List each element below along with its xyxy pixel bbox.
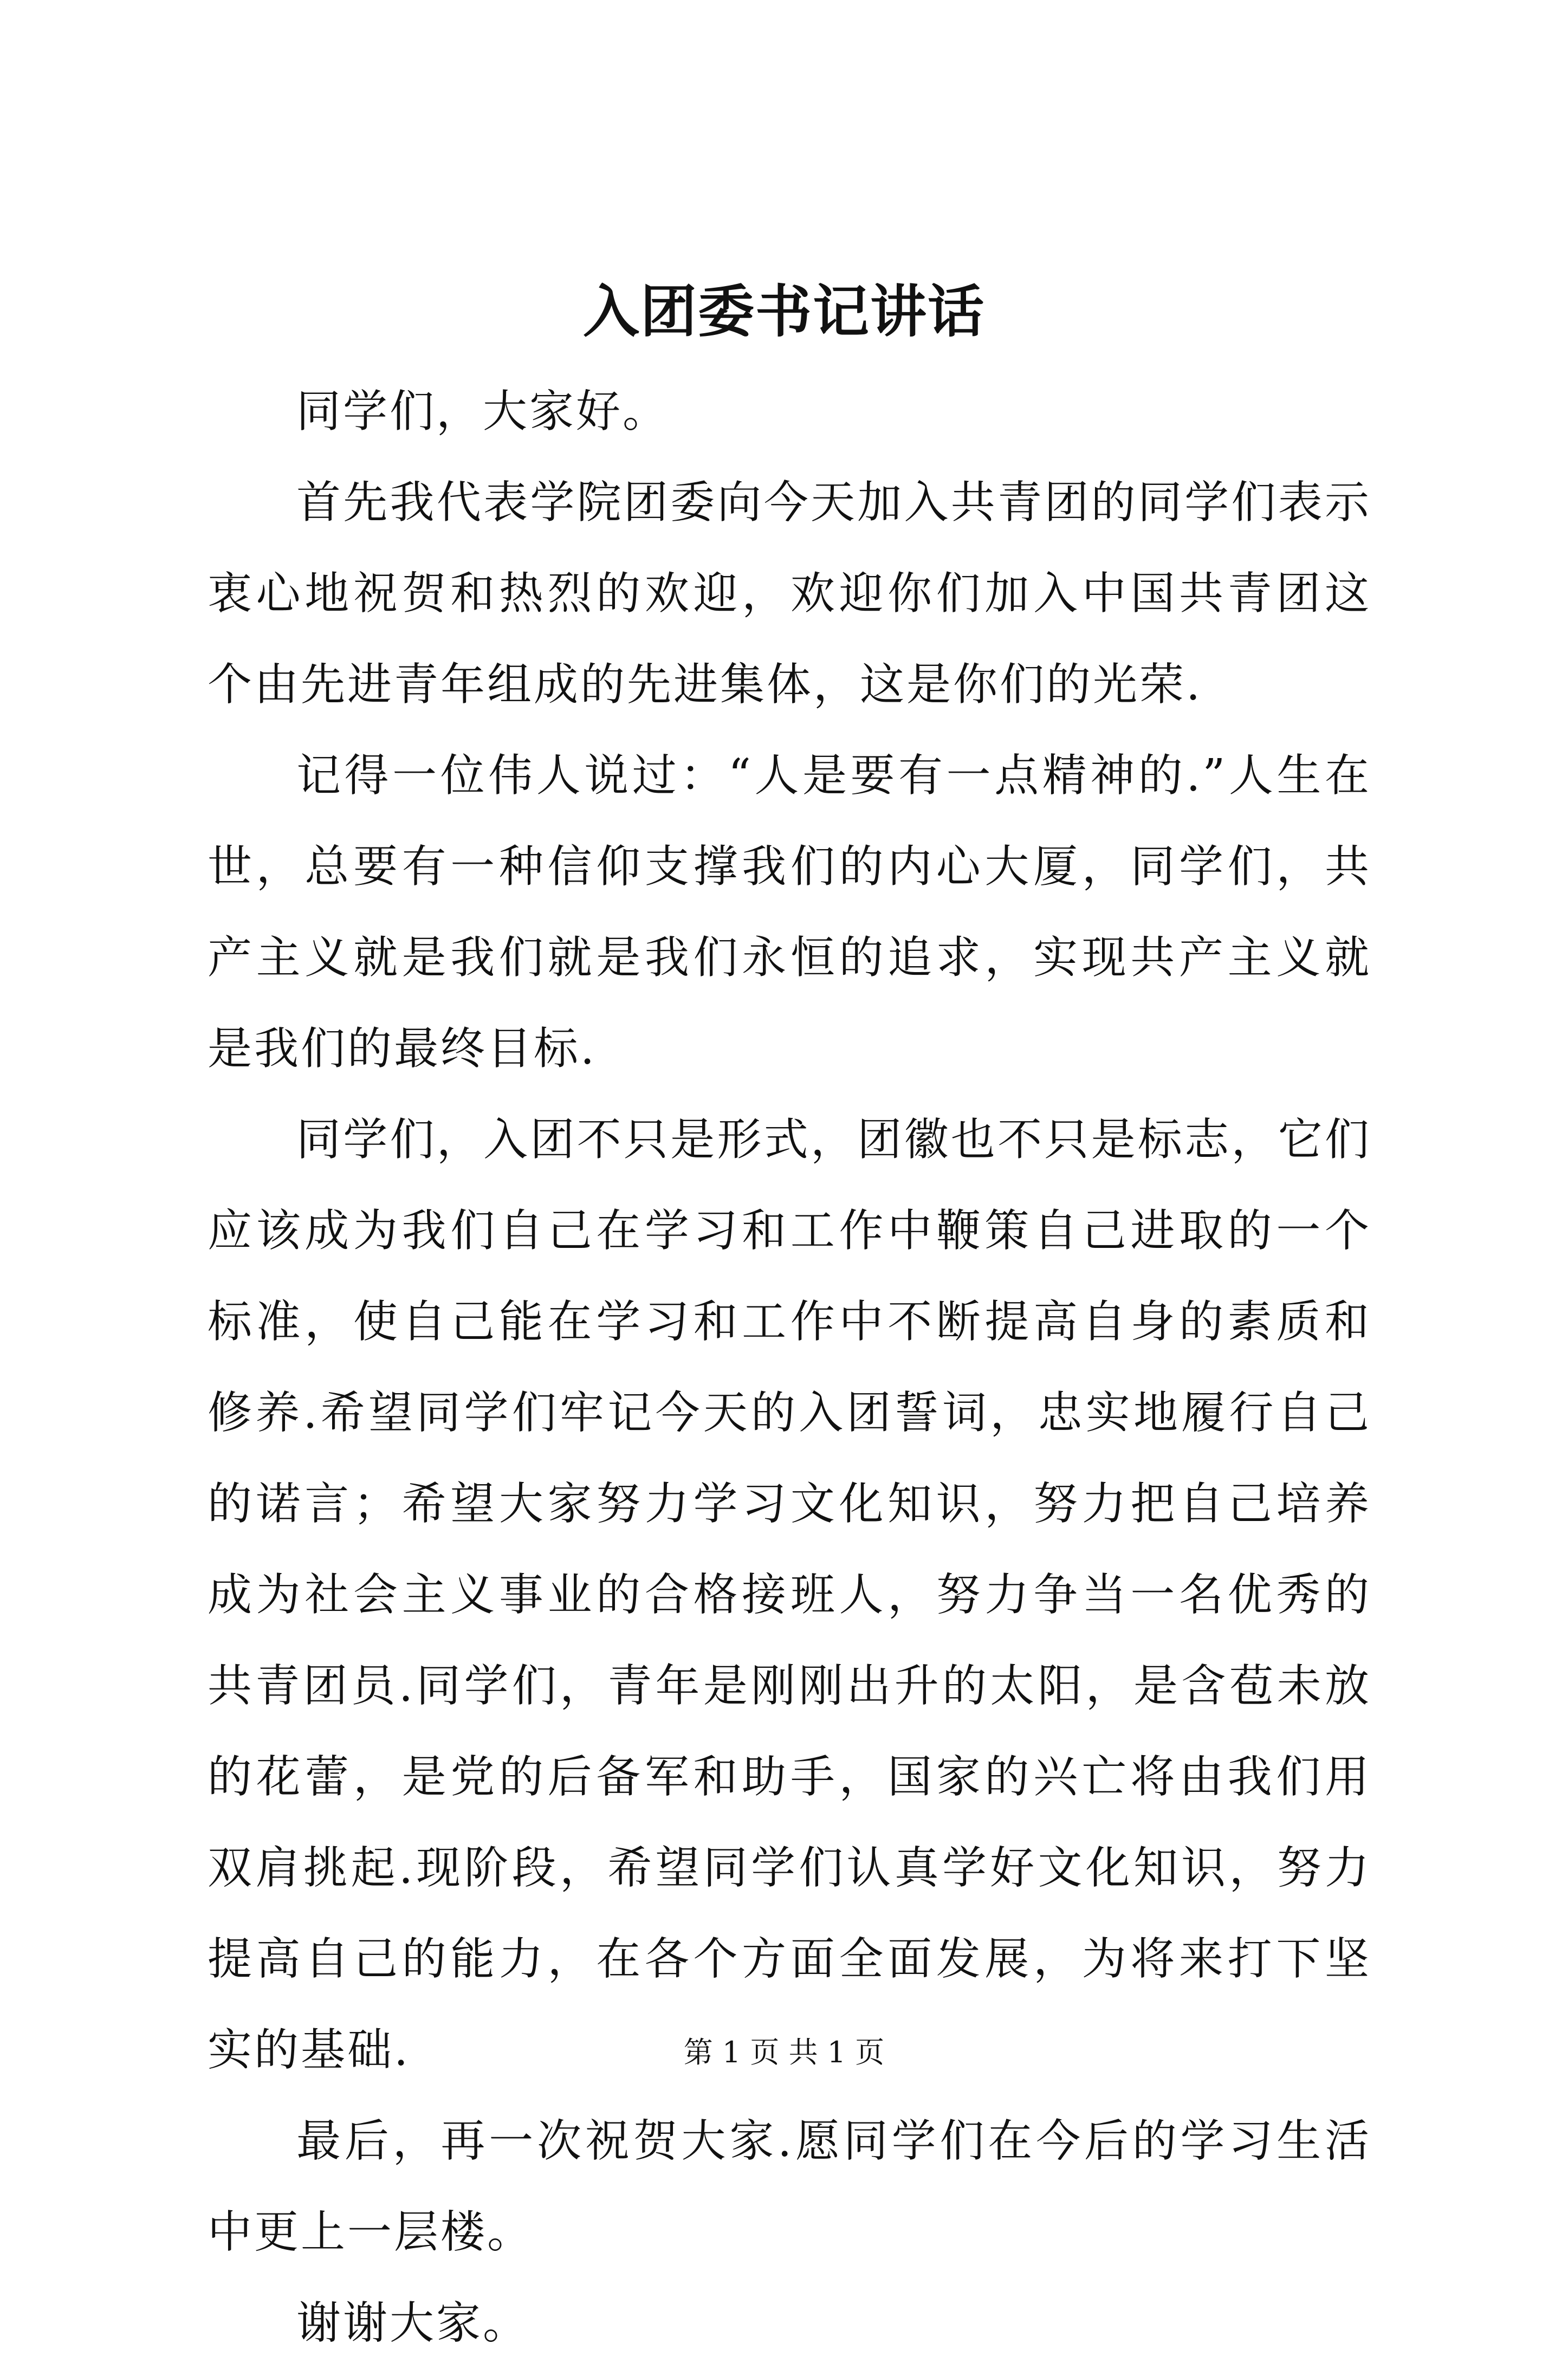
document-title: 入团委书记讲话 [582, 278, 985, 345]
paragraph-closing-wishes: 最后，再一次祝贺大家.愿同学们在今后的学习生活中更上一层楼。 [208, 2115, 1371, 2258]
paragraph-greeting: 同学们，大家好。 [296, 386, 670, 437]
paragraph-quote: 记得一位伟人说过：“人是要有一点精神的.”人生在世，总要有一种信仰支撑我们的内心大厦，同学们，共产主义就是我们就是我们永恒的追求，实现共产主义就是我们的最终目标. [208, 750, 1371, 1075]
paragraph-thanks: 谢谢大家。 [296, 2297, 530, 2349]
paragraph-congratulations: 首先我代表学院团委向今天加入共青团的同学们表示衷心地祝贺和热烈的欢迎，欢迎你们加入中国共青团这个由先进青年组成的先进集体，这是你们的光荣. [208, 477, 1371, 710]
paragraph-expectations: 同学们，入团不只是形式，团徽也不只是标志，它们应该成为我们自己在学习和工作中鞭策自己进取的一个标准，使自己能在学习和工作中不断提高自身的素质和修养.希望同学们牢记今天的入团誓词，忠实地履行自己的诺言；希望大家努力学习文化知识，努力把自己培养成为社会主义事业的合格接班人，努力争当一名优秀的共青团员.同学们，青年是刚刚出升的太阳，是含苞未放的花蕾，是党的后备军和助手，国家的兴亡将由我们用双肩挑起.现阶段，希望同学们认真学好文化知识，努力提高自己的能力，在各个方面全面发展，为将来打下坚实的基础. [208, 1114, 1371, 2076]
page-number-footer: 第 1 页 共 1 页 [683, 2035, 885, 2069]
